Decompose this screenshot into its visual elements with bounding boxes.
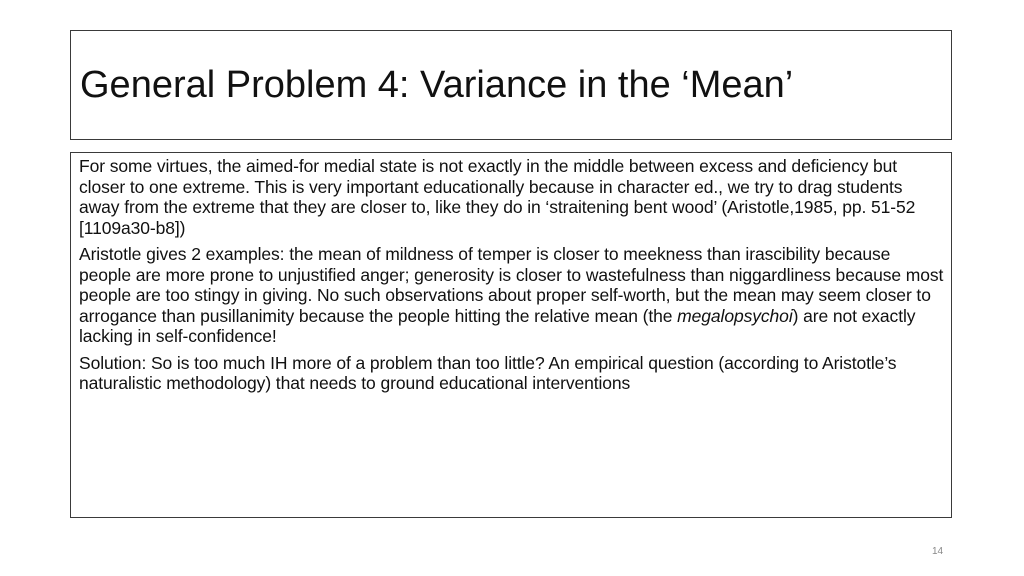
content-box: [70, 152, 952, 518]
paragraph-1: For some virtues, the aimed-for medial state is not exactly in the middle between excess and deficiency but closer to one extreme. This is very important educationally because in character ed., we try to drag students away from the extreme that they are closer to, like they do in ‘straitening bent wood’ (Aristotle,1985, pp. 51-52 [1109a30-b8]): [79, 156, 916, 238]
paragraph-2-text-before: Aristotle gives 2 examples: the mean of mildness of temper is closer to meekness than irascibility because people are more prone to unjustified anger; generosity is closer to wastefulness than niggardliness because most people are too stingy in giving. No such observations about proper self-worth, but the mean may seem closer to arrogance than pusillanimity because the people hitting the relative mean (the: [79, 244, 944, 326]
paragraph-2-italic-term: megalopsychoi: [677, 305, 793, 326]
paragraph-3: Solution: So is too much IH more of a problem than too little? An empirical question (according to Aristotle’s naturalistic methodology) that needs to ground educational interventions: [79, 352, 897, 393]
paragraph-2: [79, 244, 945, 347]
slide-title: General Problem 4: Variance in the ‘Mean’: [80, 64, 794, 106]
paragraph-2-text-after: ) are not exactly lacking in self-confidence!: [79, 305, 916, 346]
title-box: [70, 30, 952, 140]
page-number: 14: [932, 546, 944, 557]
